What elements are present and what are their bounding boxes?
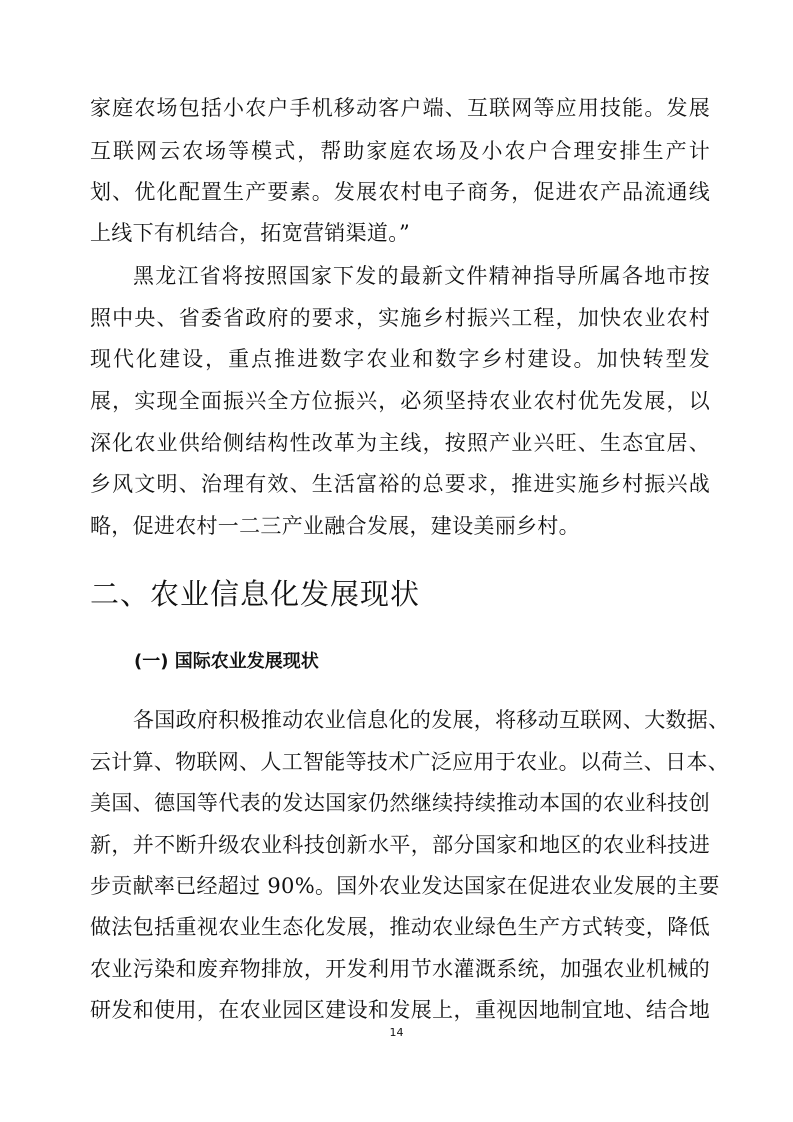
text-line: 做法包括重视农业生态化发展，推动农业绿色生产方式转变，降低 bbox=[90, 915, 710, 939]
subsection-heading: (一) 国际农业发展现状 bbox=[134, 651, 319, 672]
text-line: 照中央、省委省政府的要求，实施乡村振兴工程，加快农业农村 bbox=[90, 306, 710, 330]
text-line: 深化农业供给侧结构性改革为主线，按照产业兴旺、生态宜居、 bbox=[90, 431, 710, 455]
text-line: 美国、德国等代表的发达国家仍然继续持续推动本国的农业科技创 bbox=[90, 791, 710, 815]
text-line: 步贡献率已经超过 90%。国外农业发达国家在促进农业发展的主要 bbox=[90, 874, 720, 898]
section-heading: 二、农业信息化发展现状 bbox=[90, 577, 421, 611]
text-line: 云计算、物联网、人工智能等技术广泛应用于农业。以荷兰、日本、 bbox=[90, 750, 729, 774]
text-line: 展，实现全面振兴全方位振兴，必须坚持农业农村优先发展，以 bbox=[90, 389, 710, 413]
text-line: 现代化建设，重点推进数字农业和数字乡村建设。加快转型发 bbox=[90, 347, 710, 371]
text-line: 划、优化配置生产要素。发展农村电子商务，促进农产品流通线 bbox=[90, 180, 710, 204]
text-line: 家庭农场包括小农户手机移动客户端、互联网等应用技能。发展 bbox=[90, 96, 710, 120]
text-line: 上线下有机结合，拓宽营销渠道。” bbox=[90, 221, 411, 245]
text-line: 农业污染和废弃物排放，开发利用节水灌溉系统，加强农业机械的 bbox=[90, 957, 710, 981]
text-line: 乡风文明、治理有效、生活富裕的总要求，推进实施乡村振兴战 bbox=[90, 472, 710, 496]
text-line: 互联网云农场等模式，帮助家庭农场及小农户合理安排生产计 bbox=[90, 139, 710, 163]
text-line: 略，促进农村一二三产业融合发展，建设美丽乡村。 bbox=[90, 514, 580, 538]
text-line: 新，并不断升级农业科技创新水平，部分国家和地区的农业科技进 bbox=[90, 833, 710, 857]
text-line: 各国政府积极推动农业信息化的发展，将移动互联网、大数据、 bbox=[133, 708, 730, 732]
text-line: 研发和使用，在农业园区建设和发展上，重视因地制宜地、结合地 bbox=[90, 998, 710, 1022]
text-line: 黑龙江省将按照国家下发的最新文件精神指导所属各地市按 bbox=[133, 264, 710, 288]
page-number: 14 bbox=[389, 1026, 404, 1039]
